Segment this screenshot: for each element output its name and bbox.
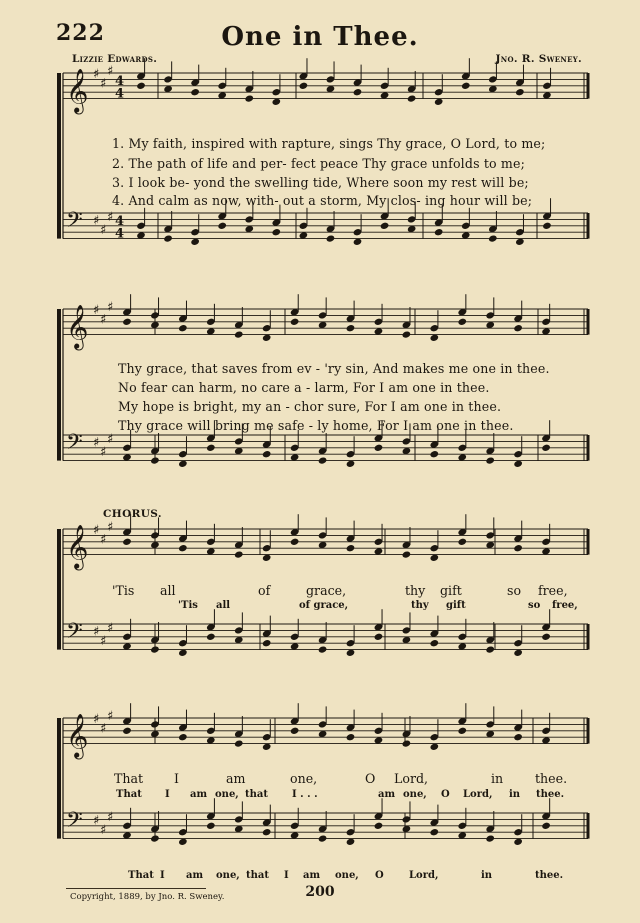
composer-credit: Jno. R. Sweney.: [495, 53, 582, 65]
note-head: [374, 633, 384, 641]
time-signature-top: 4: [115, 213, 125, 229]
note-head: [542, 222, 552, 230]
note-head: [402, 550, 412, 558]
sharp-icon: ♯: [100, 223, 107, 238]
bass-word: am: [303, 870, 321, 881]
note-head: [178, 324, 188, 332]
verse-3-second-half: My hope is bright, my an - chor sure, For I am one in thee.: [118, 399, 502, 414]
bass-word: O: [375, 870, 384, 881]
alto-word: in: [509, 789, 521, 800]
note-head: [457, 538, 467, 546]
chorus-word: 'Tis: [112, 583, 135, 598]
sharp-icon: ♯: [100, 634, 107, 649]
bass-word: gift: [446, 600, 466, 611]
bass-word: that: [246, 870, 269, 881]
verse-2-second-half: No fear can harm, no care a - larm, For I am one in thee.: [118, 380, 490, 395]
note-head: [122, 538, 132, 546]
bass-word: so: [528, 600, 541, 611]
note-head: [136, 82, 146, 90]
bass-word: of grace,: [299, 600, 349, 611]
bass-word: thee.: [535, 870, 564, 881]
verse-2-line: 2. The path of life and per- fect peace Thy grace unfolds to me;: [112, 156, 526, 171]
chorus-label: CHORUS.: [103, 508, 162, 520]
note-head: [178, 733, 188, 741]
note-head: [234, 739, 244, 747]
note-head: [217, 222, 227, 230]
note-head: [513, 544, 523, 552]
note-head: [262, 828, 272, 836]
note-head: [541, 633, 551, 641]
note-head: [318, 456, 328, 464]
alto-word: one,: [403, 789, 427, 800]
note-head: [318, 834, 328, 842]
sharp-icon: ♯: [107, 210, 114, 226]
time-signature-bottom: 4: [115, 226, 125, 242]
note-head: [122, 318, 132, 326]
sharp-icon: ♯: [107, 621, 114, 637]
note-head: [430, 639, 440, 647]
note-head: [244, 94, 254, 102]
note-head: [513, 733, 523, 741]
sharp-icon: ♯: [93, 523, 100, 538]
chorus-word: one,: [290, 771, 318, 786]
sharp-icon: ♯: [107, 432, 114, 448]
sharp-icon: ♯: [93, 435, 100, 451]
note-head: [541, 444, 551, 452]
chorus-word: O: [365, 771, 376, 786]
time-signature-top: 4: [115, 73, 125, 89]
sharp-icon: ♯: [93, 303, 100, 318]
note-head: [374, 444, 384, 452]
note-head: [290, 727, 300, 735]
chorus-word: free,: [538, 583, 568, 598]
sharp-icon: ♯: [100, 823, 107, 838]
alto-word: I: [165, 789, 170, 800]
sharp-icon: ♯: [107, 299, 114, 315]
sharp-icon: ♯: [93, 712, 100, 727]
hymn-number: 222: [56, 20, 105, 46]
bass-clef-icon: 𝄢: [66, 429, 83, 460]
verse-4-second-half: Thy grace will bring me safe - ly home, For I am one in thee.: [118, 418, 514, 433]
note-head: [457, 318, 467, 326]
bass-word: one,: [335, 870, 359, 881]
note-head: [290, 318, 300, 326]
note-head: [353, 88, 363, 96]
system-brace: [57, 529, 61, 650]
note-head: [346, 733, 356, 741]
verse-1-line: 1. My faith, inspired with rapture, sings Thy grace, O Lord, to me;: [112, 136, 546, 151]
treble-clef-icon: 𝄞: [66, 713, 89, 758]
sharp-icon: ♯: [107, 708, 114, 724]
time-signature-bottom: 4: [115, 86, 125, 102]
chorus-word: Lord,: [394, 771, 429, 786]
chorus-word: in: [491, 771, 504, 786]
note-head: [541, 822, 551, 830]
note-head: [290, 538, 300, 546]
note-head: [430, 828, 440, 836]
bass-word: 'Tis: [178, 600, 198, 611]
alto-word: am: [378, 789, 396, 800]
note-head: [262, 639, 272, 647]
bass-clef-icon: 𝄢: [66, 618, 83, 649]
sharp-icon: ♯: [93, 213, 100, 229]
sharp-icon: ♯: [100, 312, 107, 328]
page-number: 200: [305, 884, 335, 900]
system-brace: [57, 309, 61, 461]
chorus-word: That: [114, 771, 144, 786]
bass-clef-icon: 𝄢: [66, 207, 83, 238]
alto-word: that: [245, 789, 268, 800]
note-head: [380, 222, 390, 230]
note-head: [434, 228, 444, 236]
treble-clef-icon: 𝄞: [66, 68, 89, 113]
note-head: [262, 450, 272, 458]
chorus-word: grace,: [306, 583, 347, 598]
alto-word: one,: [215, 789, 239, 800]
bass-word: in: [481, 870, 493, 881]
bass-word: all: [216, 600, 231, 611]
sharp-icon: ♯: [100, 721, 107, 737]
bass-word: free,: [552, 600, 578, 611]
sharp-icon: ♯: [107, 519, 114, 535]
alto-word: I . . .: [292, 789, 318, 800]
chorus-word: so: [507, 583, 522, 598]
note-head: [234, 550, 244, 558]
bass-word: thy: [411, 600, 429, 611]
note-head: [346, 544, 356, 552]
alto-word: O: [441, 789, 450, 800]
note-head: [430, 450, 440, 458]
sharp-icon: ♯: [107, 63, 114, 79]
alto-word: am: [190, 789, 208, 800]
note-head: [402, 330, 412, 338]
note-head: [190, 88, 200, 96]
sharp-icon: ♯: [100, 445, 107, 460]
verse-4-line: 4. And calm as now, with- out a storm, My clos- ing hour will be;: [112, 193, 533, 208]
note-head: [150, 645, 160, 653]
note-head: [206, 633, 216, 641]
note-head: [163, 234, 173, 242]
treble-clef-icon: 𝄞: [66, 304, 89, 349]
note-head: [122, 727, 132, 735]
chorus-word: am: [226, 771, 246, 786]
note-head: [407, 94, 417, 102]
system-brace: [57, 718, 61, 839]
bass-word: I: [160, 870, 165, 881]
chorus-word: thee.: [535, 771, 568, 786]
chorus-word: all: [160, 583, 176, 598]
bass-word: Lord,: [409, 870, 439, 881]
bass-word: I: [284, 870, 289, 881]
bass-word: That: [128, 870, 154, 881]
note-head: [374, 822, 384, 830]
note-head: [234, 330, 244, 338]
note-head: [402, 739, 412, 747]
sharp-icon: ♯: [100, 532, 107, 548]
note-head: [485, 645, 495, 653]
note-head: [318, 645, 328, 653]
sharp-icon: ♯: [93, 67, 100, 82]
sharp-icon: ♯: [93, 624, 100, 640]
verse-3-line: 3. I look be- yond the swelling tide, Where soon my rest will be;: [112, 175, 529, 190]
copyright-notice: Copyright, 1889, by Jno. R. Sweney.: [70, 892, 225, 902]
alto-word: thee.: [536, 789, 565, 800]
note-head: [150, 834, 160, 842]
chorus-word: gift: [440, 583, 462, 598]
sharp-icon: ♯: [107, 810, 114, 826]
sharp-icon: ♯: [93, 813, 100, 829]
chorus-word: I: [174, 771, 179, 786]
note-head: [178, 544, 188, 552]
note-head: [346, 324, 356, 332]
note-head: [485, 456, 495, 464]
note-head: [299, 82, 309, 90]
note-head: [488, 234, 498, 242]
note-head: [513, 324, 523, 332]
note-head: [206, 444, 216, 452]
system-brace: [57, 73, 61, 239]
alto-word: That: [116, 789, 142, 800]
note-head: [461, 82, 471, 90]
chorus-word: of: [258, 583, 271, 598]
note-head: [485, 834, 495, 842]
hymn-title: One in Thee.: [221, 22, 419, 52]
note-head: [457, 727, 467, 735]
bass-word: one,: [216, 870, 240, 881]
bass-clef-icon: 𝄢: [66, 807, 83, 838]
note-head: [515, 88, 525, 96]
note-head: [206, 822, 216, 830]
author-credit: Lizzie Edwards.: [72, 53, 158, 65]
chorus-word: thy: [405, 583, 426, 598]
sharp-icon: ♯: [100, 76, 107, 92]
bass-word: am: [186, 870, 204, 881]
note-head: [326, 234, 336, 242]
note-head: [150, 456, 160, 464]
treble-clef-icon: 𝄞: [66, 524, 89, 569]
verse-1-second-half: Thy grace, that saves from ev - 'ry sin, And makes me one in thee.: [118, 361, 550, 376]
alto-word: Lord,: [463, 789, 493, 800]
note-head: [272, 228, 282, 236]
